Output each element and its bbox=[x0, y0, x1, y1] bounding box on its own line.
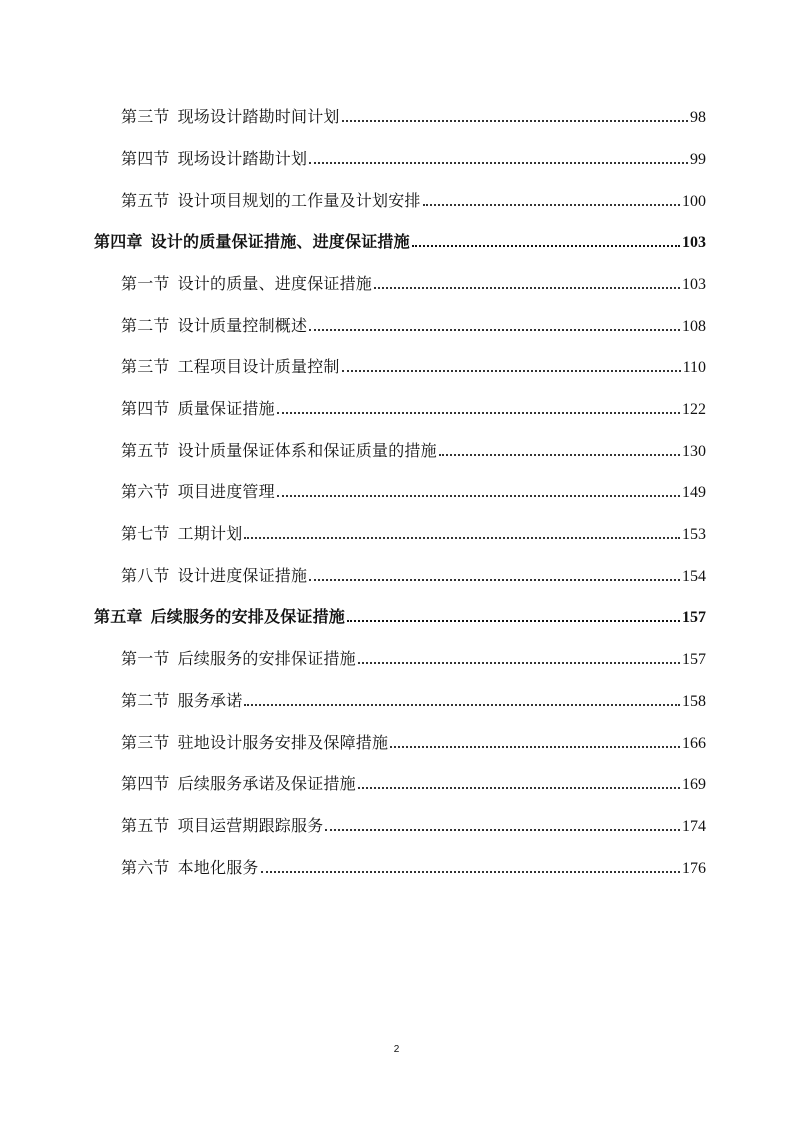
toc-entry-page: 130 bbox=[682, 443, 706, 460]
toc-entry-number: 第七节 bbox=[121, 524, 170, 543]
toc-entry-page: 157 bbox=[682, 651, 706, 668]
toc-entry-page: 158 bbox=[682, 693, 706, 710]
toc-entry-title: 质量保证措施 bbox=[177, 399, 275, 418]
page-number: 2 bbox=[393, 1044, 400, 1055]
toc-entry-number: 第四节 bbox=[121, 399, 170, 418]
toc-entry-number: 第三节 bbox=[121, 733, 170, 752]
toc-entry-number: 第一节 bbox=[121, 649, 170, 668]
toc-entry-title: 项目进度管理 bbox=[177, 482, 275, 501]
toc-entry[interactable] bbox=[0, 681, 706, 711]
toc-entry-title: 设计质量保证体系和保证质量的措施 bbox=[177, 441, 437, 460]
toc-entry-title: 驻地设计服务安排及保障措施 bbox=[177, 733, 389, 752]
dot-leader bbox=[244, 537, 680, 539]
toc-entry-number: 第八节 bbox=[121, 566, 170, 585]
dot-leader bbox=[358, 787, 680, 789]
dot-leader bbox=[390, 746, 680, 748]
toc-entry-page: 108 bbox=[682, 318, 706, 335]
toc-entry-title: 设计进度保证措施 bbox=[177, 566, 308, 585]
toc-entry-page: 174 bbox=[682, 818, 706, 835]
toc-entry-title: 工程项目设计质量控制 bbox=[177, 357, 340, 376]
toc-entry-title: 现场设计踏勘计划 bbox=[177, 149, 308, 168]
toc-entry-page: 103 bbox=[682, 234, 706, 251]
toc-entry-page: 157 bbox=[682, 609, 706, 626]
toc-chapter-entry[interactable] bbox=[0, 597, 706, 627]
toc-entry[interactable] bbox=[0, 264, 706, 294]
toc-entry[interactable] bbox=[0, 97, 706, 127]
toc-entry[interactable] bbox=[0, 472, 706, 502]
toc-chapter-entry[interactable] bbox=[0, 222, 706, 252]
toc-entry-page: 176 bbox=[682, 860, 706, 877]
toc-entry[interactable] bbox=[0, 306, 706, 336]
toc-entry-number: 第五章 bbox=[94, 607, 143, 626]
toc-entry[interactable] bbox=[0, 347, 706, 377]
dot-leader bbox=[423, 204, 680, 206]
toc-entry-title: 设计项目规划的工作量及计划安排 bbox=[177, 191, 421, 210]
toc-entry-page: 110 bbox=[682, 359, 706, 376]
toc-entry-number: 第二节 bbox=[121, 691, 170, 710]
toc-entry-number: 第三节 bbox=[121, 357, 170, 376]
toc-entry-title: 后续服务承诺及保证措施 bbox=[177, 774, 356, 793]
toc-entry[interactable] bbox=[0, 723, 706, 753]
toc-entry-page: 122 bbox=[682, 401, 706, 418]
toc-entry-number: 第六节 bbox=[121, 858, 170, 877]
toc-entry-number: 第五节 bbox=[121, 816, 170, 835]
dot-leader bbox=[261, 871, 680, 873]
toc-entry[interactable] bbox=[0, 181, 706, 211]
toc-entry-title: 设计的质量保证措施、进度保证措施 bbox=[150, 232, 410, 251]
toc-entry-title: 设计质量控制概述 bbox=[177, 316, 308, 335]
dot-leader bbox=[342, 370, 681, 372]
dot-leader bbox=[277, 412, 680, 414]
toc-entry-page: 100 bbox=[682, 193, 706, 210]
toc-entry-page: 149 bbox=[682, 484, 706, 501]
toc-entry-page: 166 bbox=[682, 735, 706, 752]
toc-entry-number: 第五节 bbox=[121, 441, 170, 460]
toc-entry-number: 第一节 bbox=[121, 274, 170, 293]
toc-entry-page: 169 bbox=[682, 776, 706, 793]
toc-entry-title: 服务承诺 bbox=[177, 691, 243, 710]
toc-entry-title: 项目运营期跟踪服务 bbox=[177, 816, 324, 835]
toc-entry[interactable] bbox=[0, 764, 706, 794]
dot-leader bbox=[244, 704, 680, 706]
toc-entry-number: 第五节 bbox=[121, 191, 170, 210]
dot-leader bbox=[342, 120, 688, 122]
dot-leader bbox=[347, 620, 680, 622]
toc-entry-page: 103 bbox=[682, 276, 706, 293]
toc-entry-title: 现场设计踏勘时间计划 bbox=[177, 107, 340, 126]
toc-entry[interactable] bbox=[0, 556, 706, 586]
dot-leader bbox=[325, 829, 680, 831]
toc-entry-number: 第六节 bbox=[121, 482, 170, 501]
toc-entry[interactable] bbox=[0, 139, 706, 169]
dot-leader bbox=[309, 579, 680, 581]
toc-entry-number: 第四章 bbox=[94, 232, 143, 251]
dot-leader bbox=[439, 454, 680, 456]
toc-entry-title: 设计的质量、进度保证措施 bbox=[177, 274, 373, 293]
toc-entry[interactable] bbox=[0, 848, 706, 878]
toc-entry-page: 98 bbox=[690, 109, 706, 126]
toc-entry-title: 本地化服务 bbox=[177, 858, 259, 877]
toc-entry[interactable] bbox=[0, 389, 706, 419]
toc-entry-page: 153 bbox=[682, 526, 706, 543]
toc-entry-number: 第四节 bbox=[121, 774, 170, 793]
dot-leader bbox=[309, 162, 688, 164]
dot-leader bbox=[412, 245, 680, 247]
toc-entry-title: 工期计划 bbox=[177, 524, 243, 543]
toc-entry[interactable] bbox=[0, 514, 706, 544]
dot-leader bbox=[309, 329, 680, 331]
toc-entry[interactable] bbox=[0, 431, 706, 461]
toc-entry-page: 99 bbox=[690, 151, 706, 168]
toc-entry-page: 154 bbox=[682, 568, 706, 585]
toc-entry[interactable] bbox=[0, 806, 706, 836]
toc-entry-title: 后续服务的安排及保证措施 bbox=[150, 607, 346, 626]
dot-leader bbox=[374, 287, 680, 289]
toc-entry-number: 第三节 bbox=[121, 107, 170, 126]
dot-leader bbox=[358, 662, 680, 664]
toc-entry[interactable] bbox=[0, 639, 706, 669]
toc-entry-number: 第二节 bbox=[121, 316, 170, 335]
toc-entry-number: 第四节 bbox=[121, 149, 170, 168]
dot-leader bbox=[277, 495, 680, 497]
toc-entry-title: 后续服务的安排保证措施 bbox=[177, 649, 356, 668]
